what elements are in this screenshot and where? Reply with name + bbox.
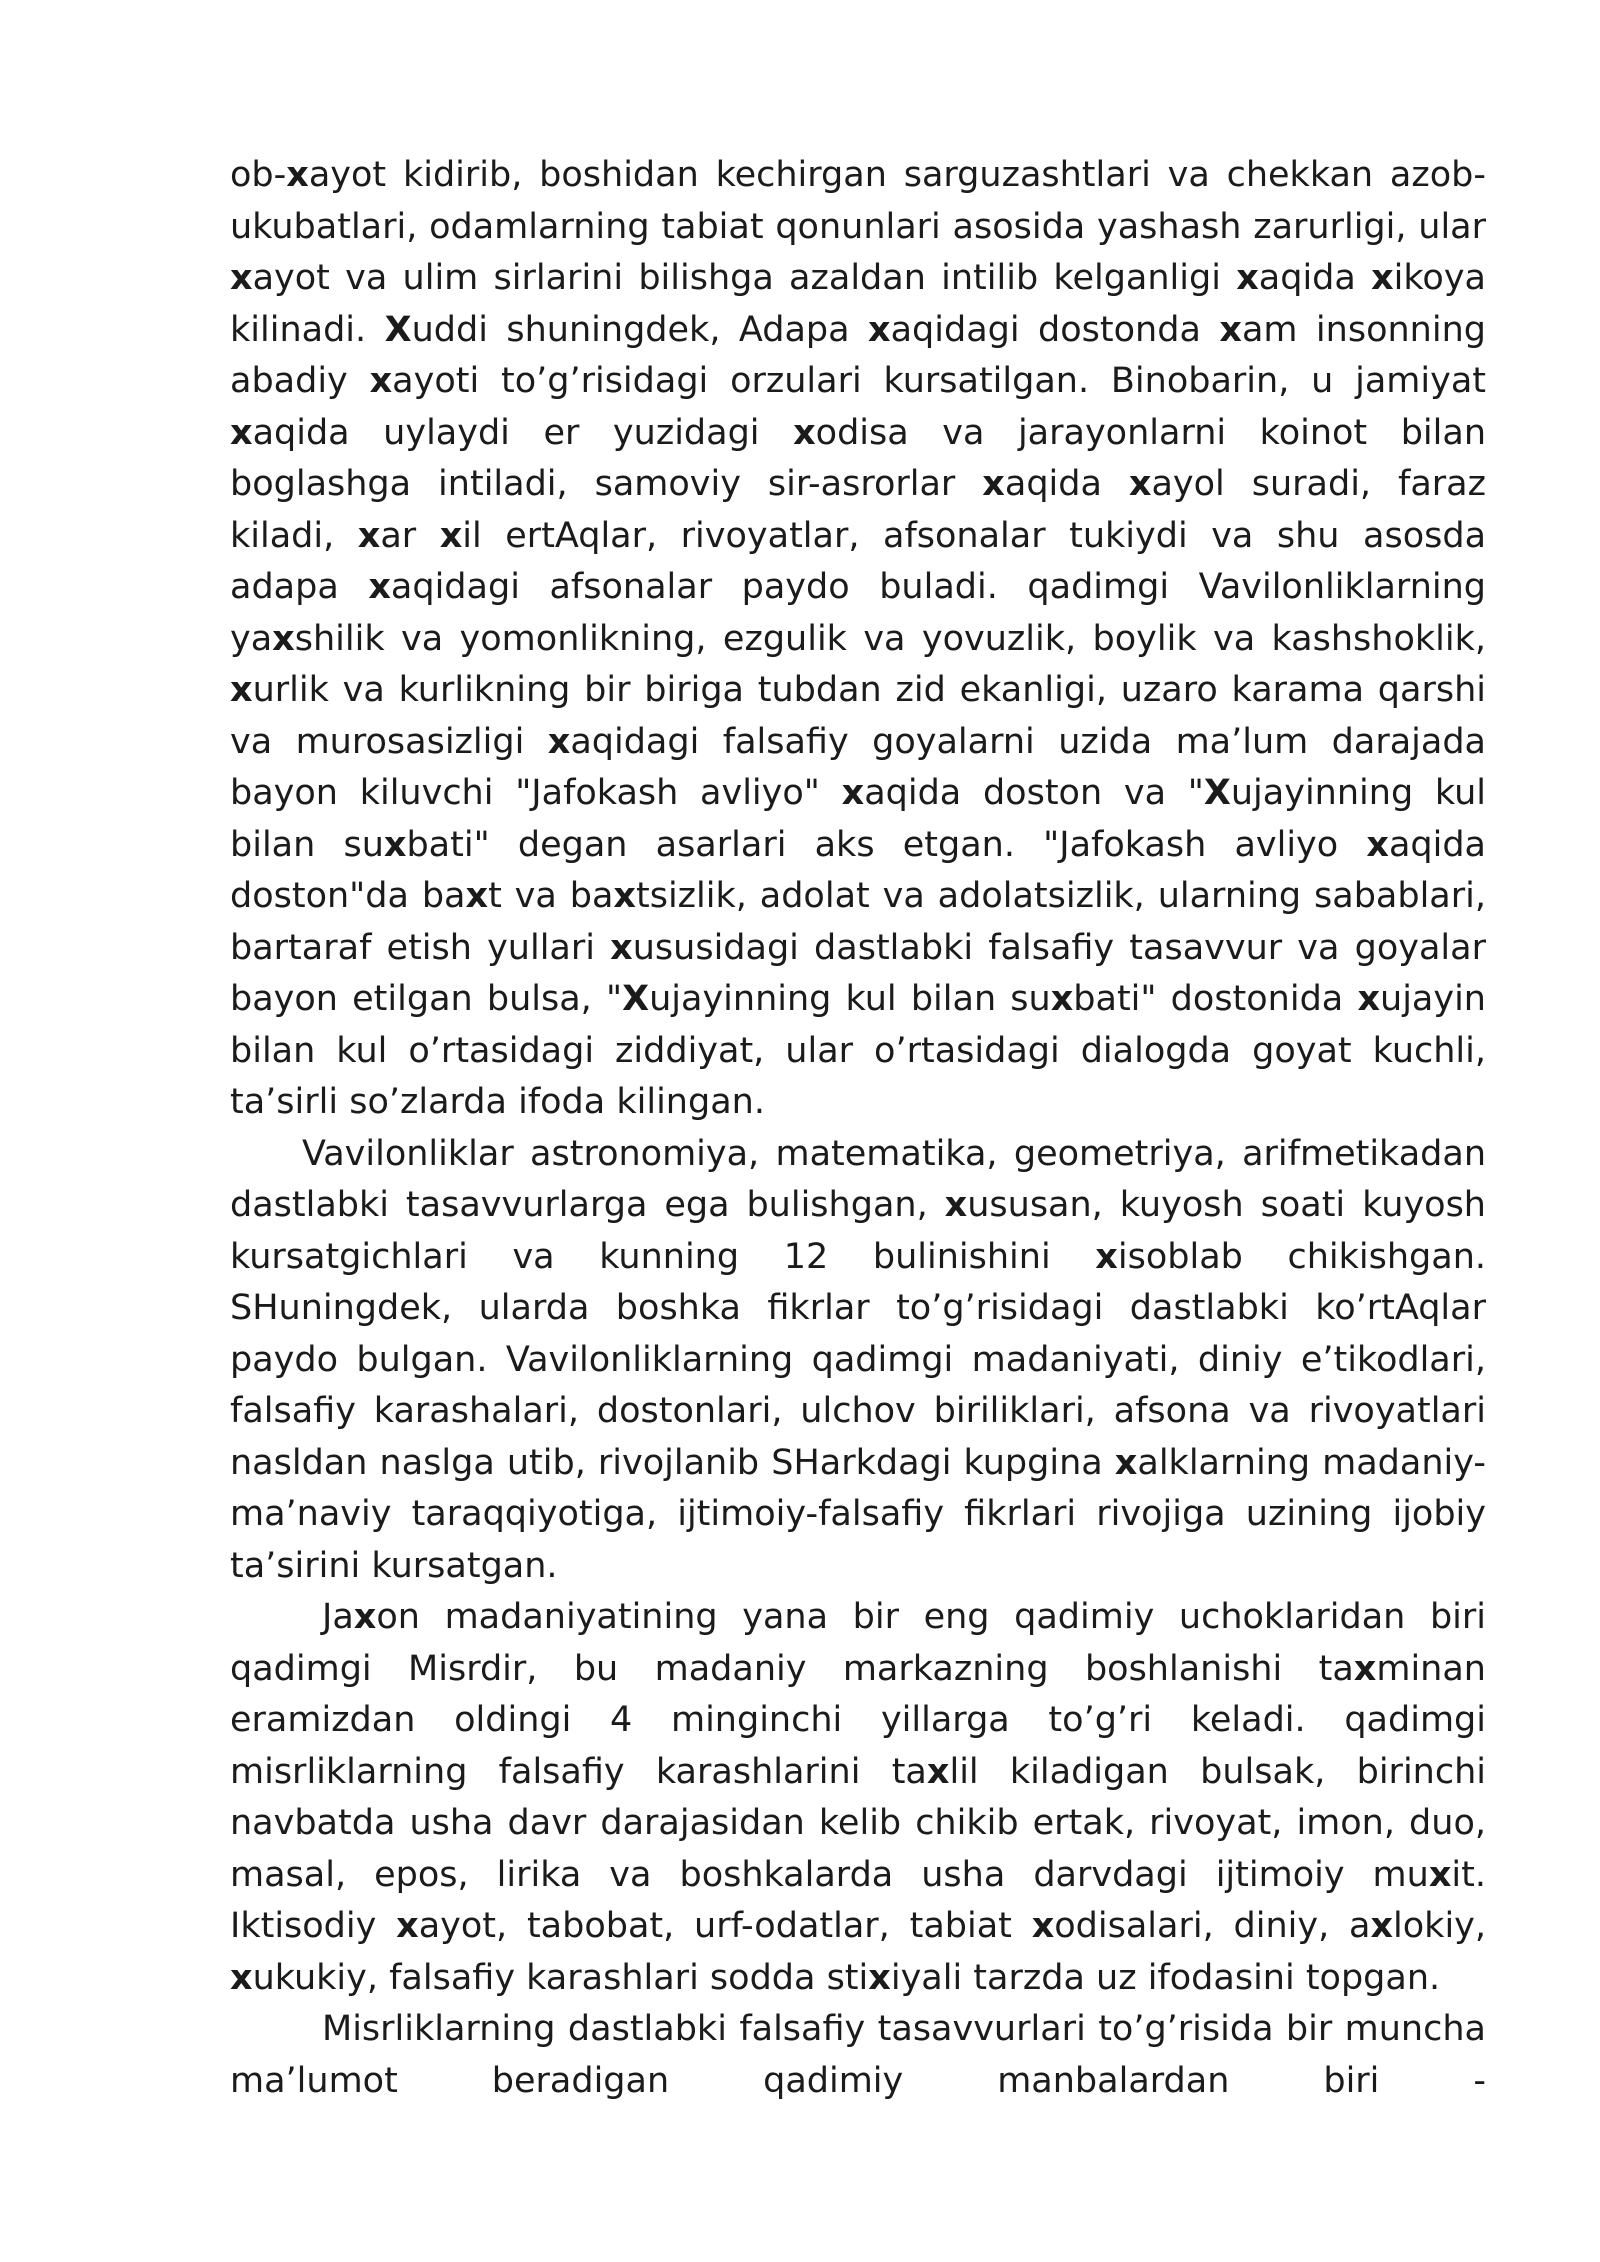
paragraph-4: Misrliklarning dastlabki falsafiy tasavvurlari to’g’risida bir muncha ma’lumot beradigan qadimiy manbalardan biri - [230, 2009, 1486, 2101]
document-page [230, 150, 1486, 2107]
paragraph-2: Vavilonliklar astronomiya, matematika, geometriya, arifmetikadan dastlabki tasavvurlarga ega bulishgan, xususan, kuyosh soati kuyosh kursatgichlari va kunning 12 bulinishini xisoblab chikishgan. SHuningdek, ularda boshka fikrlar to’g’risidagi dastlabki ko’rtAqlar paydo bulgan. Vavilonliklarning qadimgi madaniyati, diniy e’tikodlari, falsafiy karashalari, dostonlari, ulchov biriliklari, afsona va rivoyatlari nasldan naslga utib, rivojlanib SHarkdagi kupgina xalklarning madaniy-ma’naviy taraqqiyotiga, ijtimoiy-falsafiy fikrlari rivojiga uzining ijobiy ta’sirini kursatgan. [230, 1133, 1487, 1586]
paragraph-1: ob-xayot kidirib, boshidan kechirgan sarguzashtlari va chekkan azob-ukubatlari, odamlarning tabiat qonunlari asosida yashash zarurligi, ular xayot va ulim sirlarini bilishga azaldan intilib kelganligi xaqida xikoya kilinadi. Xuddi shuningdek, Adapa xaqidagi dostonda xam insonning abadiy xayoti to’g’risidagi orzulari kursatilgan. Binobarin, u jamiyat xaqida uylaydi er yuzidagi xodisa va jarayonlarni koinot bilan boglashga intiladi, samoviy sir-asrorlar xaqida xayol suradi, faraz kiladi, xar xil ertAqlar, rivoyatlar, afsonalar tukiydi va shu asosda adapa xaqidagi afsonalar paydo buladi. qadimgi Vavilonliklarning yaxshilik va yomonlikning, ezgulik va yovuzlik, boylik va kashshoklik, xurlik va kurlikning bir biriga tubdan zid ekanligi, uzaro karama qarshi va murosasizligi xaqidagi falsafiy goyalarni uzida ma’lum darajada bayon kiluvchi "Jafokash avliyo" xaqida doston va "Xujayinning kul bilan suxbati" degan asarlari aks etgan. "Jafokash avliyo xaqida doston"da baxt va baxtsizlik, adolat va adolatsizlik, ularning sabablari, bartaraf etish yullari xususidagi dastlabki falsafiy tasavvur va goyalar bayon etilgan bulsa, "Xujayinning kul bilan suxbati" dostonida xujayin bilan kul o’rtasidagi ziddiyat, ular o’rtasidagi dialogda goyat kuchli, ta’sirli so’zlarda ifoda kilingan. [230, 155, 1487, 1122]
paragraph-3: Jaxon madaniyatining yana bir eng qadimiy uchoklaridan biri qadimgi Misrdir, bu madaniy markazning boshlanishi taxminan eramizdan oldingi 4 minginchi yillarga to’g’ri keladi. qadimgi misrliklarning falsafiy karashlarini taxlil kiladigan bulsak, birinchi navbatda usha davr darajasidan kelib chikib ertak, rivoyat, imon, duo, masal, epos, lirika va boshkalarda usha darvdagi ijtimoiy muxit. Iktisodiy xayot, tabobat, urf-odatlar, tabiat xodisalari, diniy, axlokiy, xukukiy, falsafiy karashlari sodda stixiyali tarzda uz ifodasini topgan. [230, 1597, 1486, 1998]
